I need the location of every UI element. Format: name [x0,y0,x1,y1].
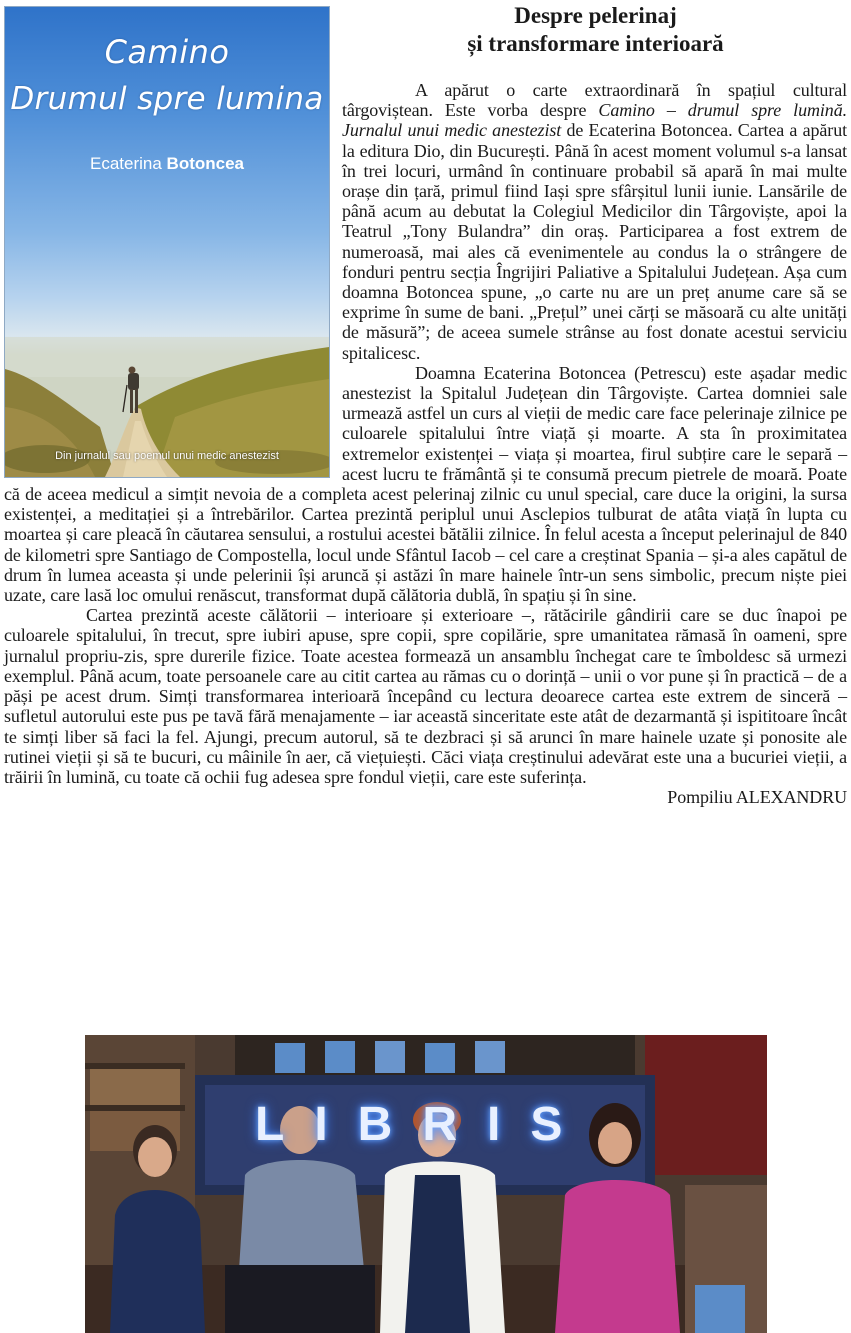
paragraph-3: Cartea prezintă aceste călătorii – interioare și exterioare –, rătăcirile gândirii care se duc înapoi pe culoarele spitalului, în trecut, spre iubiri apuse, spre copii, spre copilărie, spre umanitatea rămasă în oameni, spre jurnalul propriu-zis, spre durerile fizice. Toate acestea formează un ansamblu închegat care te îmboldesc să urmezi exemplul. Până acum, toate persoanele care au citit cartea au rămas cu o dorință – unii o vor pune și în practică – de a păși pe acest drum. Simți transformarea interioară începând cu lectura deoarece cartea este extrem de sinceră – sufletul autorului este pus pe tavă fără menajamente – iar această sinceritate este atât de dezarmantă și ispititoare încât te simți liber să faci la fel. Ajungi, precum autorul, să te dezbraci și să arunci în mare hainele uzate și ponosite ale rutinei vieții și să te bucuri, cu mâinile în aer, că viețuiești. Căci viața creștinului adevărat este una a bucuriei vieții, a trăirii în lumină, cu toate că ochii fug adesea spre fondul vieții, care este suferința. [4,605,847,787]
book-launch-photo [85,1035,767,1333]
cover-author-last: Botoncea [166,154,245,173]
article-title [338,2,851,58]
article-title-line2: și transformare interioară [467,31,724,56]
author-signature: Pompiliu ALEXANDRU [667,787,847,808]
cover-float-space [4,80,342,477]
paragraph-1-end: de Ecaterina Botoncea. Cartea a apărut la editura Dio, din București. Până în acest moment volumul s-a lansat în trei locuri, urmând în continuare probabil să apară în mai multe orașe din țară, primul fiind Iași spre sfârșitul lunii iunie. Lansările de până acum au debutat la Colegiul Medicilor din Târgoviște, apoi la Teatrul „Tony Bulandra” din oraș. Participarea a fost extrem de numeroasă, mai ales că evenimentele au condus la o strângere de fonduri pentru secția Îngrijiri Paliative a Spitalului Județean. Așa cum doamna Botoncea spune, „o carte nu are un preț anume care să se exprime în sume de bani. „Prețul” unei cărți se măsoară cu alte unități de măsură”; de aceea sumele strânse au fost donate acestui serviciu spitalicesc. [342,120,847,363]
article-title-line1: Despre pelerinaj [514,3,677,28]
cover-author-first: Ecaterina [89,154,162,173]
bookstore-neon-sign: LIBRIS [255,1098,593,1151]
paragraph-2: Doamna Ecaterina Botoncea (Petrescu) este așadar medic anestezist la Spitalul Județean din Târgoviște. Cartea domniei sale urmează astfel un curs al vieții de medic care face pelerinaje zilnice pe culoarele spitalului între viață și moarte. A sta în proximitatea extremelor existenței – viața și moartea, firul subțire care le separă – acest lucru te frământă și te consumă precum pietrele de moară. Poate că de aceea medicul a simțit nevoia de a completa acest pelerinaj zilnic cu unul special, care duce la origini, la sursa existenței, a meditației și a întrebărilor. Cartea prezintă periplul unui Asclepios tulburat de atâta viață în lupta cu moartea și care pleacă în căutarea sensului, a rostului acestei bătălii zilnice. În felul acesta a început pelerinajul de 840 de kilometri spre Santiago de Compostella, locul unde Sfântul Iacob – cel care a creștinat Spania – și-a ales capătul de drum în lumea aceasta și unde pelerinii își aruncă și astăzi în mare hainele într-un sens simbolic, precum niște piei uzate, care lasă loc omului renăscut, transformat după călătoria dublă, în spațiu și în sine. [4,362,847,606]
book-title-italic: Camino – drumul spre lumină. Jurnalul unui medic anestezist [342,100,847,141]
cover-title-line2: Drumul spre lumina [10,81,324,117]
photo-scene [85,1035,767,1333]
article-body [4,80,847,807]
cover-tagline: Din jurnalul sau poemul unui medic anestezist [55,450,279,462]
cover-title-line1: Camino [104,33,230,71]
paragraph-1-start: A apărut o carte extraordinară în spațiul cultural târgoviștean. Este vorba despre [342,80,847,121]
